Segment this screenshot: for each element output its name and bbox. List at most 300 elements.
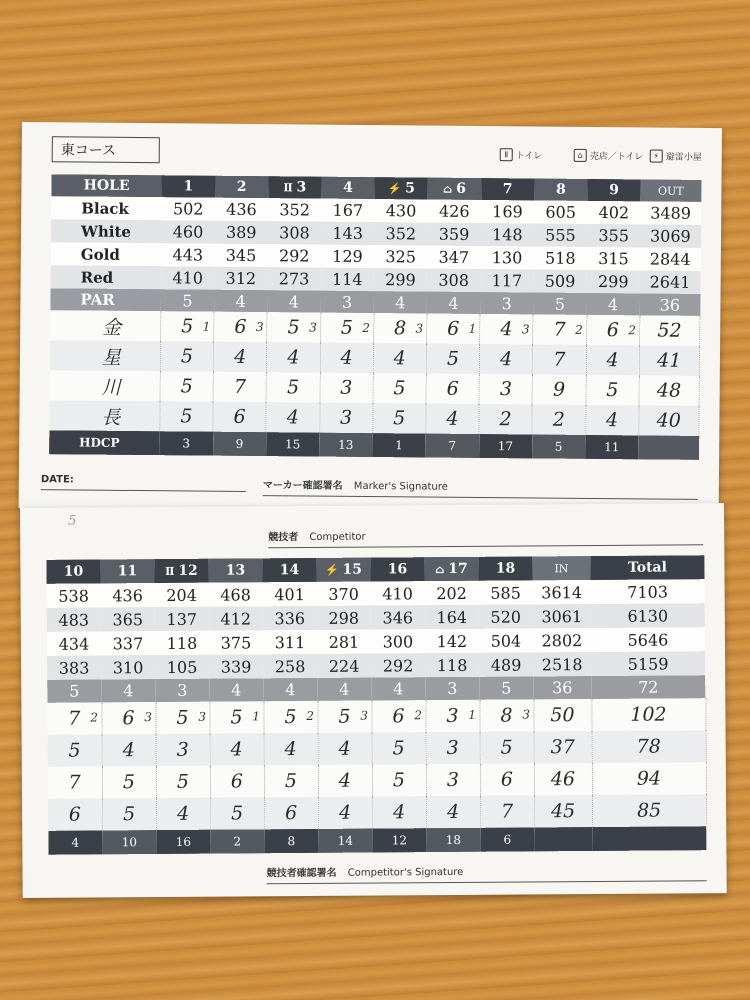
cell-text: 224 <box>328 656 360 676</box>
score-cell[interactable] <box>160 401 213 431</box>
score-cell[interactable] <box>266 402 319 432</box>
score-cell[interactable] <box>48 766 102 798</box>
score-cell[interactable] <box>533 344 586 374</box>
yardage <box>209 606 263 630</box>
score-cell[interactable] <box>47 702 101 734</box>
cell-text: 520 <box>490 607 522 627</box>
score-cell[interactable] <box>426 796 480 828</box>
score-cell[interactable] <box>209 701 263 733</box>
yardage <box>209 654 263 678</box>
cell-text: 4 <box>605 409 619 432</box>
cell-text: 5 <box>286 376 300 399</box>
cell-text: 5 <box>180 405 193 428</box>
cell-text: 436 <box>112 585 143 605</box>
score-cell[interactable] <box>480 795 534 827</box>
score-cell[interactable] <box>102 734 156 766</box>
putt-count: 3 <box>415 321 424 336</box>
cell-text: 川 <box>101 376 121 399</box>
yardage <box>479 580 533 604</box>
score-cell[interactable] <box>534 795 592 827</box>
score-cell[interactable] <box>479 404 532 434</box>
cell-text: 5 <box>284 770 298 793</box>
yardage <box>425 605 479 629</box>
score-cell[interactable] <box>372 764 426 796</box>
score-cell[interactable] <box>639 405 700 436</box>
player-row <box>47 698 705 735</box>
cell-text: 5 <box>230 706 243 729</box>
yardage <box>374 245 427 268</box>
putt-count: 3 <box>360 708 369 723</box>
score-cell[interactable] <box>320 343 373 373</box>
hole-number <box>100 559 154 583</box>
yardage <box>209 582 263 606</box>
score-cell[interactable] <box>480 763 534 795</box>
cell-text: 6 <box>500 768 514 791</box>
cell-text: 5 <box>176 706 189 729</box>
cell-text: 94 <box>636 767 662 790</box>
cell-text: 4 <box>286 406 299 429</box>
legend-shelter <box>650 149 702 162</box>
competitor-signature-field[interactable] <box>266 861 706 884</box>
cell-text: 5 <box>392 769 406 792</box>
score-cell[interactable] <box>320 313 373 343</box>
shelter-icon: ⚡ <box>650 149 663 162</box>
cell-text: 13 <box>338 437 354 452</box>
score-cell[interactable] <box>160 341 213 371</box>
yardage <box>155 607 209 631</box>
pencil-mark: 5 <box>68 513 77 529</box>
yardage <box>534 246 587 269</box>
cell-text: 4 <box>393 801 406 824</box>
cell-text: 7 <box>502 181 513 198</box>
cell-text: 258 <box>274 656 306 676</box>
competitor-signature-label-en: Competitor's Signature <box>347 866 464 879</box>
score-cell[interactable] <box>639 345 700 376</box>
yardage <box>427 246 480 269</box>
cell-text: 6130 <box>627 605 669 626</box>
hdcp-value <box>532 434 585 458</box>
hdcp-value <box>534 827 592 851</box>
par-value <box>155 679 209 702</box>
cell-text: 6 <box>446 377 459 400</box>
hdcp-value <box>266 432 319 456</box>
score-cell[interactable] <box>263 701 317 733</box>
cell-text: OUT <box>657 184 684 198</box>
marker-signature-label-en: Marker's Signature <box>353 480 448 493</box>
course-name: 東コース <box>52 136 160 163</box>
cell-text: 5 <box>338 705 351 728</box>
score-cell[interactable] <box>373 343 426 373</box>
yardage <box>533 628 591 652</box>
yardage <box>374 268 427 291</box>
par-value <box>101 679 155 702</box>
player-row <box>48 762 706 799</box>
cell-text: 130 <box>491 248 523 268</box>
player-name <box>50 310 161 341</box>
cell-text: 6 <box>122 707 135 730</box>
score-cell[interactable] <box>639 315 700 346</box>
score-cell[interactable] <box>592 762 706 795</box>
score-cell[interactable] <box>426 732 480 764</box>
hdcp-value <box>210 829 264 853</box>
par-value <box>427 292 480 314</box>
score-cell[interactable] <box>213 342 266 372</box>
cell-text: HDCP <box>79 435 120 450</box>
putt-count: 2 <box>628 323 637 338</box>
cell-text: 4 <box>340 346 353 369</box>
cell-text: 5 <box>554 294 566 314</box>
cell-text: 3 <box>177 680 188 700</box>
cell-text: Black <box>81 199 129 218</box>
score-cell[interactable] <box>534 731 592 763</box>
score-cell[interactable] <box>267 342 320 372</box>
score-cell[interactable] <box>155 702 209 734</box>
cell-text: 2844 <box>649 249 691 269</box>
score-cell[interactable] <box>373 313 426 343</box>
tee-name <box>51 196 162 220</box>
cell-text: 46 <box>550 768 576 791</box>
putt-count: 2 <box>306 708 315 724</box>
par-value <box>47 679 101 702</box>
cell-text: 4 <box>285 680 296 700</box>
cell-text: 85 <box>636 799 662 822</box>
score-cell[interactable] <box>156 734 210 766</box>
cell-text: 202 <box>436 583 467 603</box>
score-cell[interactable] <box>426 344 479 374</box>
putt-count: 2 <box>90 710 99 725</box>
putt-count: 1 <box>468 707 477 722</box>
cell-text: 3 <box>501 293 512 313</box>
cell-text: 5 <box>405 180 415 197</box>
cell-text: 4 <box>500 348 513 371</box>
competitor-field[interactable] <box>268 525 703 548</box>
cell-text: 12 <box>178 562 198 579</box>
competitor-signature-label-jp: 競技者確認署名 <box>266 867 337 880</box>
score-cell[interactable] <box>592 794 706 827</box>
cell-text: 3 <box>339 406 353 429</box>
hole-label <box>51 174 162 197</box>
cell-text: HOLE <box>83 177 130 194</box>
score-cell[interactable] <box>534 763 592 795</box>
yardage <box>425 653 479 677</box>
cell-text: 105 <box>166 657 198 677</box>
score-cell[interactable] <box>426 404 479 434</box>
score-cell[interactable] <box>210 733 264 765</box>
yardage <box>263 654 317 678</box>
hdcp-value <box>426 434 479 458</box>
hole-number <box>424 557 478 581</box>
score-cell[interactable] <box>320 373 373 403</box>
cell-text: 4 <box>500 318 513 341</box>
score-cell[interactable] <box>586 345 639 375</box>
score-cell[interactable] <box>264 797 318 829</box>
marker-signature-field[interactable] <box>263 476 698 500</box>
yardage <box>374 222 427 245</box>
yardage <box>533 580 591 604</box>
par-value <box>374 291 427 313</box>
cell-text: 204 <box>166 585 197 605</box>
cell-text: 5 <box>446 347 460 370</box>
cell-text: 16 <box>387 561 408 578</box>
cell-text: 292 <box>278 246 310 266</box>
cell-text: Red <box>80 268 114 287</box>
cell-text: 5 <box>606 379 619 402</box>
score-cell[interactable] <box>371 700 425 732</box>
cell-text: 352 <box>279 200 311 220</box>
cell-text: 6 <box>456 180 466 197</box>
score-cell[interactable] <box>317 701 371 733</box>
cell-text: 117 <box>491 271 523 291</box>
score-cell[interactable] <box>586 375 639 405</box>
score-cell[interactable] <box>425 700 479 732</box>
cell-text: 3 <box>182 436 191 451</box>
hdcp-value <box>102 830 156 854</box>
hdcp-label <box>49 430 160 455</box>
yardage <box>425 629 479 653</box>
score-cell[interactable] <box>213 372 266 402</box>
score-cell[interactable] <box>264 733 318 765</box>
score-cell[interactable] <box>318 733 372 765</box>
score-cell[interactable] <box>373 373 426 403</box>
cell-text: 11 <box>117 563 138 580</box>
cell-text: 5646 <box>627 629 669 650</box>
cell-text: 605 <box>545 202 577 222</box>
score-cell[interactable] <box>101 702 155 734</box>
cell-text: 3489 <box>650 203 692 223</box>
cell-text: 3 <box>341 292 353 312</box>
cell-text: 118 <box>436 655 468 675</box>
player-name <box>50 340 161 371</box>
cell-text: 538 <box>58 586 89 606</box>
score-cell[interactable] <box>318 765 372 797</box>
hdcp-value <box>592 826 706 851</box>
cell-text: 402 <box>598 203 630 223</box>
score-cell[interactable] <box>426 764 480 796</box>
cell-text: 7 <box>233 375 247 398</box>
yardage <box>263 630 317 654</box>
yardage <box>268 221 321 244</box>
hole-number <box>428 178 481 200</box>
score-cell[interactable] <box>156 798 210 830</box>
score-cell[interactable] <box>532 404 585 434</box>
cell-text: 4 <box>71 835 80 850</box>
cell-text: 4 <box>177 802 190 825</box>
yardage <box>481 200 534 223</box>
yardage <box>267 267 320 290</box>
cell-text: 347 <box>438 247 470 267</box>
hole-number <box>641 179 701 202</box>
cell-text: 50 <box>550 704 575 727</box>
cell-text: 299 <box>385 270 416 290</box>
score-cell[interactable] <box>156 766 210 798</box>
cell-text: 430 <box>385 201 417 221</box>
hdcp-value <box>426 828 480 852</box>
player-name <box>50 370 161 401</box>
score-cell[interactable] <box>533 699 591 731</box>
score-cell[interactable] <box>210 765 264 797</box>
score-cell[interactable] <box>480 314 533 344</box>
cell-text: 6 <box>447 317 460 340</box>
cell-text: 5 <box>393 377 406 400</box>
cell-text: 9 <box>235 436 244 451</box>
cell-text: 311 <box>274 632 306 652</box>
cell-text: 312 <box>225 268 257 289</box>
cell-text: 2 <box>499 408 512 431</box>
yardage <box>479 628 533 652</box>
cell-text: 5 <box>340 316 353 339</box>
yardage <box>214 267 267 290</box>
score-cell[interactable] <box>318 797 372 829</box>
score-cell[interactable] <box>532 374 585 404</box>
par-value <box>267 290 320 312</box>
score-cell[interactable] <box>479 344 532 374</box>
yardage <box>263 606 317 630</box>
yardage <box>591 627 705 652</box>
score-cell[interactable] <box>102 798 156 830</box>
putt-count: 1 <box>252 709 261 724</box>
hdcp-value <box>318 829 372 853</box>
cell-text: 468 <box>220 584 251 605</box>
restroom-icon: Ⅱ <box>283 181 297 195</box>
yardage <box>640 201 700 225</box>
yardage <box>427 269 480 292</box>
score-cell[interactable] <box>210 797 264 829</box>
competitor-label-jp: 競技者 <box>268 532 299 544</box>
cell-text: 273 <box>278 269 310 289</box>
score-cell[interactable] <box>639 375 700 406</box>
score-cell[interactable] <box>372 796 426 828</box>
cell-text: 78 <box>636 735 661 758</box>
cell-text: 6 <box>234 315 247 338</box>
cell-text: 359 <box>438 224 470 244</box>
cell-text: 6 <box>503 832 512 847</box>
score-cell[interactable] <box>48 798 102 830</box>
yardage <box>47 631 101 655</box>
yardage <box>101 631 155 655</box>
score-cell[interactable] <box>161 311 214 341</box>
score-cell[interactable] <box>592 730 706 763</box>
yardage <box>533 604 591 628</box>
shop-icon: ⌂ <box>574 149 587 162</box>
hole-number <box>154 559 208 583</box>
hole-number <box>478 556 532 580</box>
cell-text: 45 <box>550 800 576 823</box>
score-cell[interactable] <box>160 371 213 401</box>
score-cell[interactable] <box>427 314 480 344</box>
cell-text: 5 <box>501 678 512 698</box>
cell-text: 8 <box>555 181 566 198</box>
tee-name <box>51 242 162 266</box>
yardage <box>161 243 214 266</box>
yardage <box>480 269 533 292</box>
tee-name <box>51 265 162 289</box>
score-cell[interactable] <box>48 734 102 766</box>
hole-number <box>208 558 262 582</box>
cell-text: 585 <box>490 583 521 603</box>
player-row <box>48 794 706 831</box>
cell-text: 4 <box>284 738 297 761</box>
hdcp-value <box>156 830 210 854</box>
cell-text: 6 <box>233 405 246 428</box>
cell-text: 4 <box>230 738 243 761</box>
cell-text: 434 <box>58 634 90 654</box>
cell-text: 6 <box>392 705 405 728</box>
date-field[interactable] <box>41 474 246 492</box>
score-cell[interactable] <box>267 312 320 342</box>
putt-count: 3 <box>309 320 317 335</box>
cell-text: 6 <box>230 770 244 793</box>
score-cell[interactable] <box>372 732 426 764</box>
putt-count: 3 <box>255 320 264 335</box>
yardage <box>428 200 481 223</box>
cell-text: 48 <box>656 379 682 402</box>
shelter-icon: ⚡ <box>324 563 343 577</box>
cell-text: 2518 <box>541 654 583 674</box>
cell-text: 281 <box>328 632 360 652</box>
cell-text: 6 <box>285 802 298 825</box>
cell-text: 169 <box>492 202 523 222</box>
score-cell[interactable] <box>586 315 639 345</box>
par-value <box>214 290 267 312</box>
hdcp-value <box>160 431 213 455</box>
cell-text: 4 <box>231 680 242 700</box>
putt-count: 3 <box>521 322 530 337</box>
score-cell[interactable] <box>479 374 532 404</box>
score-cell[interactable] <box>533 314 586 344</box>
yardage <box>640 247 700 271</box>
cell-text: 5 <box>500 736 513 759</box>
cell-text: 7 <box>553 348 566 371</box>
score-cell[interactable] <box>426 374 479 404</box>
yardage <box>371 653 425 677</box>
score-cell[interactable] <box>214 312 267 342</box>
score-cell[interactable] <box>373 403 426 433</box>
score-cell[interactable] <box>591 698 705 731</box>
hdcp-value <box>48 830 102 854</box>
yardage <box>479 604 533 628</box>
yardage <box>101 607 155 631</box>
yardage <box>425 581 479 605</box>
score-cell[interactable] <box>213 402 266 432</box>
competitor-label-en: Competitor <box>309 531 366 543</box>
cell-text: 8 <box>287 834 296 849</box>
cell-text: 2 <box>233 834 242 849</box>
cell-text: 483 <box>58 610 90 630</box>
score-cell[interactable] <box>585 405 638 435</box>
yardage <box>591 603 705 628</box>
hole-number <box>162 175 215 197</box>
cell-text: 129 <box>332 246 363 266</box>
par-value <box>533 676 591 699</box>
yardage <box>162 197 215 220</box>
cell-text: 5 <box>287 316 300 339</box>
yardage <box>47 607 101 631</box>
score-cell[interactable] <box>266 372 319 402</box>
cell-text: 300 <box>382 631 414 651</box>
score-cell[interactable] <box>479 699 533 731</box>
score-cell[interactable] <box>102 766 156 798</box>
cell-text: Gold <box>80 245 120 264</box>
cell-text: 37 <box>550 736 575 759</box>
hole-number <box>375 177 428 199</box>
cell-text: 3 <box>499 378 513 401</box>
cell-text: 17 <box>448 560 468 578</box>
score-cell[interactable] <box>480 731 534 763</box>
cell-text: 5 <box>176 770 190 793</box>
score-cell[interactable] <box>264 765 318 797</box>
cell-text: 3 <box>446 704 459 728</box>
score-cell[interactable] <box>319 403 372 433</box>
